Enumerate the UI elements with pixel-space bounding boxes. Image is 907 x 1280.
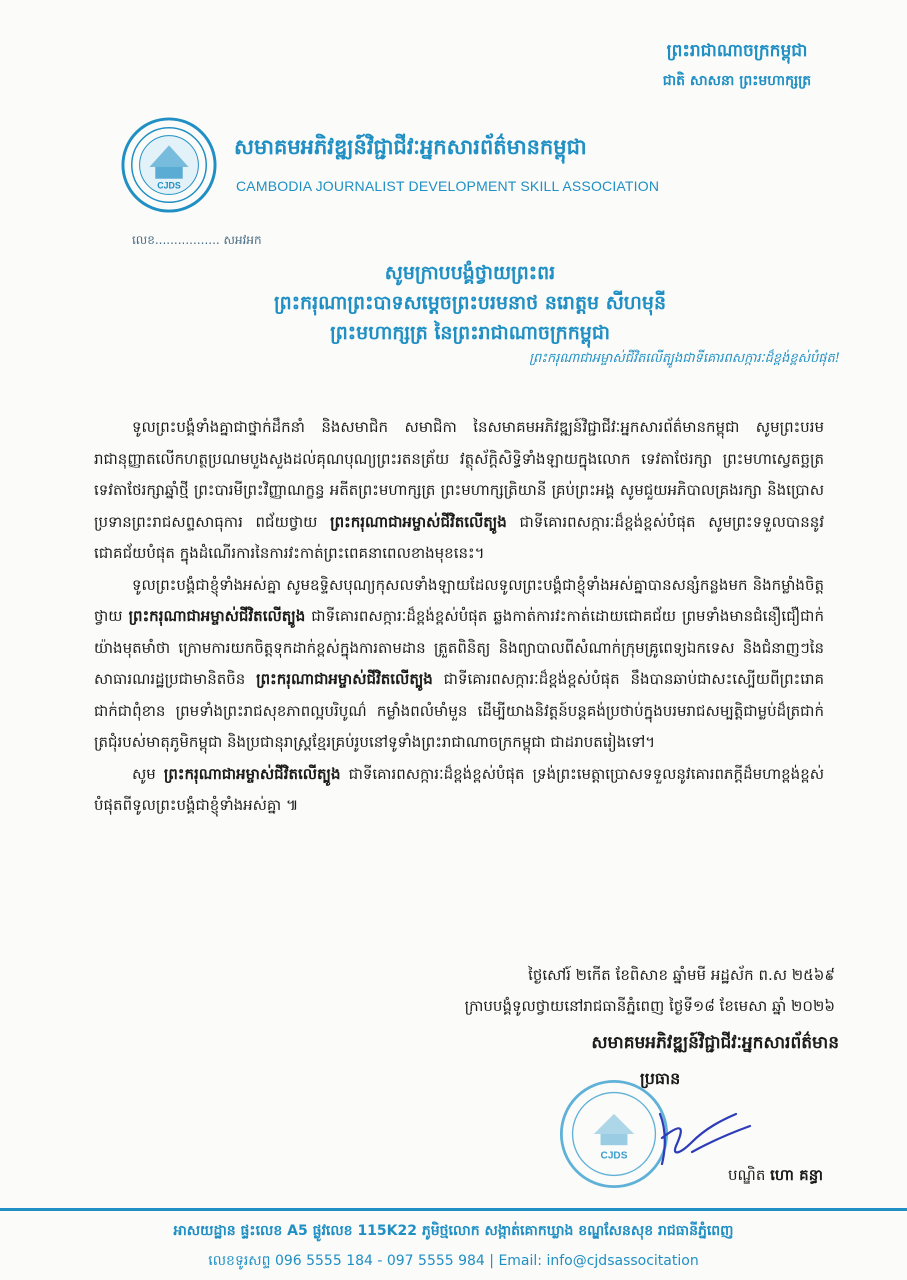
logo-text: CJDS (157, 180, 181, 191)
footer (0, 1216, 907, 1276)
date-block (465, 960, 835, 1022)
kingdom-title: ព្រះរាជាណាចក្រកម្ពុជា (666, 41, 808, 61)
salutation-line-4: ព្រះករុណាជាអម្ចាស់ជីវិតលើត្បូងជាទីគោរពសក្ការៈដ៏ខ្ពង់ខ្ពស់បំផុត! (529, 351, 840, 366)
kingdom-motto (627, 40, 847, 92)
stamp-text: CJDS (600, 1150, 628, 1162)
royal-title: ព្រះករុណាជាអម្ចាស់ជីវិតលើត្បូង (128, 607, 306, 625)
paragraph-2-middle: ជាទីគោរពសក្ការៈដ៏ខ្ពង់ខ្ពស់បំផុត ឆ្លងកាត់ការវះកាត់ដោយជោគជ័យ ព្រមទាំងមានជំនឿជឿជាក់យ៉ាងមុតមាំថា ក្រោមការយកចិត្តទុកដាក់ខ្ពស់ក្នុងការតាមដាន ត្រួតពិនិត្យ និងព្យាបាលពីសំណាក់ក្រុមគ្រូពេទ្យឯកទេស និងជំនាញៗនៃសាធារណរដ្ឋប្រជាមានិតចិន (94, 607, 824, 688)
footer-contact[interactable]: លេខទូរសព្ទ 096 5555 184 - 097 5555 984 | Email: info@cjdsassocitation (208, 1253, 699, 1269)
paragraph-1-end: ជាទីគោរពសក្ការៈដ៏ខ្ពង់ខ្ពស់បំផុត សូមព្រះទទួលបាននូវជោគជ័យបំផុត ក្នុងដំណើរការនៃការវះកាត់ព្រះពេគនាពេលខាងមុខនេះ។ (94, 512, 824, 562)
salutation (120, 258, 840, 370)
salutation-line-3: ព្រះមហាក្សត្រ នៃព្រះរាជាណាចក្រកម្ពុជា (330, 322, 610, 344)
organization-name-en: CAMBODIA JOURNALIST DEVELOPMENT SKILL ASSOCIATION (236, 178, 660, 194)
signatory-name-text: ហោ គន្ធា (770, 1166, 823, 1184)
organization-name-km: សមាគមអភិវឌ្ឍន៍វិជ្ជាជីវៈអ្នកសារព័ត៌មានកម្ពុជា (234, 134, 587, 159)
salutation-line-2: ព្រះករុណាព្រះបាទសម្តេចព្រះបរមនាថ នរោត្តម សីហមុនី (273, 292, 667, 314)
lunar-date: ថ្ងៃសៅរ៍ ២កើត ខែពិសាខ ឆ្នាំមមី អដ្ឋស័ក ព.ស ២៥៦៩ (528, 966, 835, 984)
signature-role: ប្រធាន (640, 1069, 681, 1088)
handwritten-signature (640, 1094, 760, 1174)
royal-title: ព្រះករុណាជាអម្ចាស់ជីវិតលើត្បូង (330, 512, 507, 531)
reference-number: លេខ................. សអវអក (132, 233, 262, 247)
signature-organization: សមាគមអភិវឌ្ឍន៍វិជ្ជាជីវៈអ្នកសារព័ត៌មាន (591, 1033, 839, 1053)
paragraph-2-end: ជាទីគោរពសក្ការៈដ៏ខ្ពង់ខ្ពស់បំផុត នឹងបានឆាប់ជាសះស្បើយពីព្រះរោគជាក់ជាពុំខាន ព្រមទាំងព្រះរាជសុខភាពល្អបរិបូណ៌ កម្លាំងពលំមាំមួន ដើម្បីយាងនិវត្តន៍បន្តគង់ប្រថាប់ក្នុងបរមរាជសម្បត្តិជាម្លប់ដ៏ត្រជាក់ត្រជុំរបស់មាតុភូមិកម្ពុជា និងប្រជានុរាស្ត្រខ្មែរគ្រប់រូបនៅទូទាំងព្រះរាជាណាចក្រកម្ពុជា ជាដរាបតរៀងទៅ។ (94, 670, 824, 751)
footer-address: អាសយដ្ឋាន ផ្ទះលេខ A5 ផ្លូវលេខ 115K22 ភូមិថ្មលោក សង្កាត់គោកឃ្លាង ខណ្ឌសែនសុខ រាជធានីភ្នំពេញ (173, 1223, 734, 1239)
paragraph-1 (94, 412, 824, 570)
paragraph-3-end: ជាទីគោរពសក្ការៈដ៏ខ្ពង់ខ្ពស់បំផុត ទ្រង់ព្រះមេត្តាប្រោសទទួលនូវគោរពភក្តីដ៏មហាខ្ពង់ខ្ពស់បំផុតពីទូលព្រះបង្គំជាខ្ញុំទាំងអស់គ្នា ៕ (94, 764, 824, 814)
solar-date: ក្រាបបង្គំទូលថ្វាយនៅរាជធានីភ្នំពេញ ថ្ងៃទី១៨ ខែមេសា ឆ្នាំ ២០២៦ (464, 997, 835, 1015)
paragraph-2 (94, 570, 824, 759)
royal-title: ព្រះករុណាជាអម្ចាស់ជីវិតលើត្បូង (256, 670, 433, 688)
kingdom-motto-line: ជាតិ សាសនា ព្រះមហាក្សត្រ (662, 73, 812, 89)
letter-body (94, 412, 824, 822)
royal-title: ព្រះករុណាជាអម្ចាស់ជីវិតលើត្បូង (163, 764, 341, 783)
paragraph-2-start: ទូលព្រះបង្គំជាខ្ញុំទាំងអស់គ្នា សូមឧទ្ទិសបុណ្យកុសលទាំងឡាយដែលទូលព្រះបង្គំជាខ្ញុំទាំងអស់គ្នាបានសន្សំកន្លងមក និងកម្លាំងចិត្ត ថ្វាយ (94, 575, 824, 625)
paragraph-1-text: ទូលព្រះបង្គំទាំងគ្នាជាថ្នាក់ដឹកនាំ និងសមាជិក សមាជិកា នៃសមាគមអភិវឌ្ឍន៍វិជ្ជាជីវៈអ្នកសារព័ត៌មានកម្ពុជា សូមព្រះបរមរាជានុញ្ញាតលើកហត្ថប្រណមបួងសួងដល់គុណបុណ្យព្រះរតនត្រ័យ វត្ថុស័ក្តិសិទ្ធិទាំងឡាយក្នុងលោក ទេវតាថែរក្សា ព្រះមហាស្វេតច្ឆត្រ ទេវតាថែរក្សាឆ្នាំថ្មី ព្រះបារមីព្រះវិញ្ញាណក្ខន្ធ អតីតព្រះមហាក្សត្រ ព្រះមហាក្សត្រិយានី គ្រប់ព្រះអង្គ សូមជួយអភិបាលគ្រងរក្សា និងប្រោសប្រទានព្រះរាជសព្ទសាធុការ ពជ័យថ្វាយ (94, 418, 824, 531)
signatory-name (728, 1166, 823, 1188)
signatory-title: បណ្ឌិត (728, 1166, 766, 1184)
association-logo (120, 116, 218, 214)
paragraph-3 (94, 759, 824, 822)
paragraph-3-start: សូម (132, 764, 164, 783)
footer-divider (0, 1208, 907, 1211)
salutation-line-1: សូមក្រាបបង្គំថ្វាយព្រះពរ (384, 262, 556, 284)
